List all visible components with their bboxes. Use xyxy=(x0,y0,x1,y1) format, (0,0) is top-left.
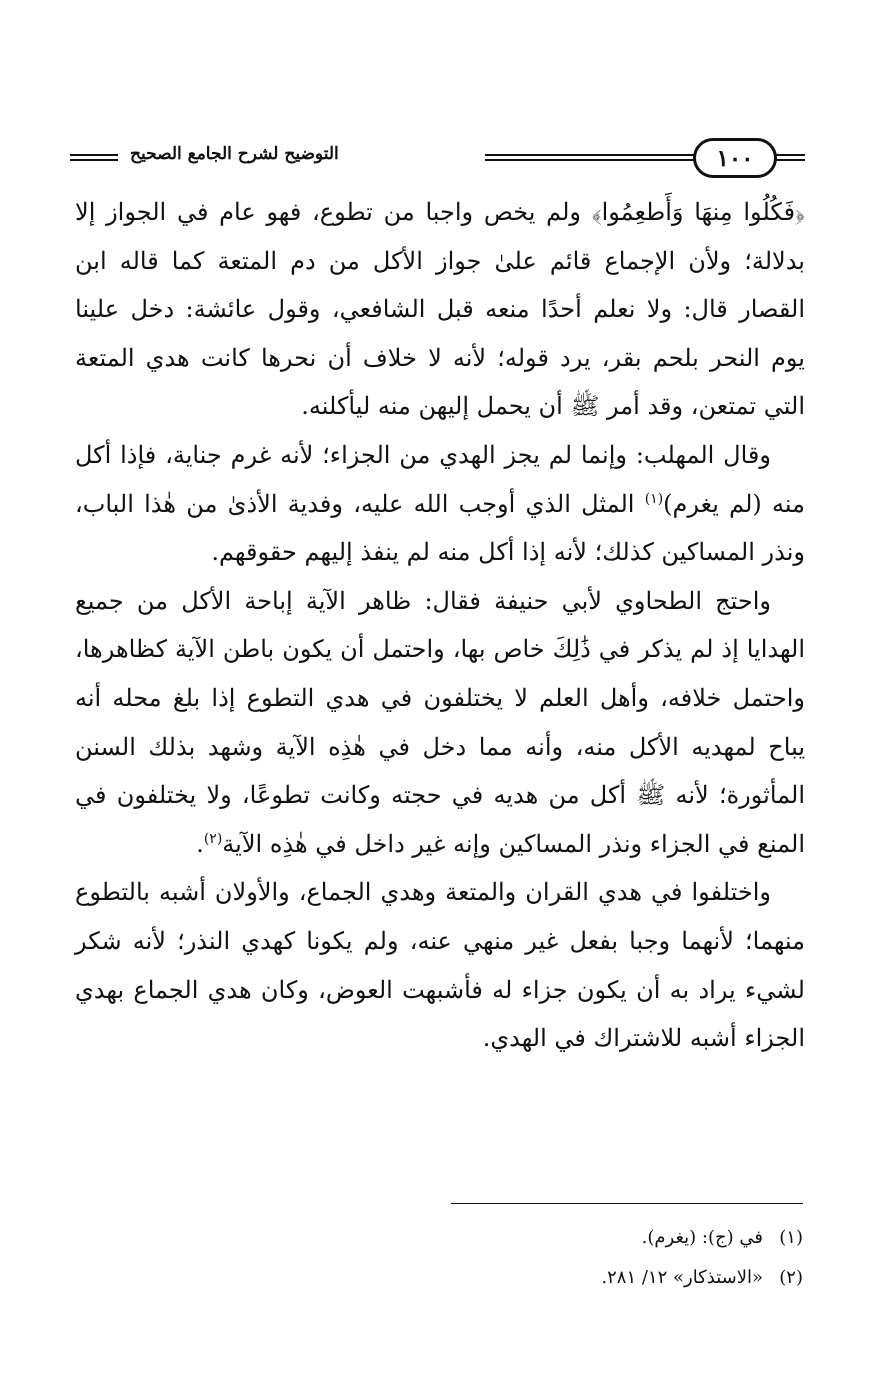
paragraph-3 xyxy=(75,577,805,869)
main-text xyxy=(75,188,805,1063)
footnote-ref-1[interactable]: (١) xyxy=(644,490,664,507)
page-number: ١٠٠ xyxy=(693,138,777,178)
footnote-divider xyxy=(451,1203,803,1204)
paragraph-2-text-b: المثل الذي أوجب الله عليه، وفدية الأذىٰ من هٰذا الباب، ونذر المساكين كذلك؛ لأنه إذا أكل منه لم ينفذ إليهم حقوقهم. xyxy=(75,489,805,567)
footnote-1 xyxy=(73,1218,803,1258)
paragraph-1: ﴿فَكُلُوا مِنهَا وَأَطعِمُوا﴾ ولم يخص واجبا من تطوع، فهو عام في الجواز إلا بدلالة؛ ولأن الإجماع قائم علىٰ جواز الأكل من دم المتعة كما قاله ابن القصار قال: ولا نعلم أحدًا منعه قبل الشافعي، وقول عائشة: دخل علينا يوم النحر بلحم بقر، يرد قوله؛ لأنه لا خلاف أن نحرها كانت هدي المتعة التي تمتعن، وقد أمر ﷺ أن يحمل إليهن منه ليأكلنه. xyxy=(75,198,805,421)
paragraph-4: واختلفوا في هدي القران والمتعة وهدي الجماع، والأولان أشبه بالتطوع منهما؛ لأنهما وجبا بفعل غير منهي عنه، ولم يكونا كهدي النذر؛ لأنه شكر لشيء يراد به أن يكون جزاء له فأشبهت العوض، وكان هدي الجماع بهدي الجزاء أشبه للاشتراك في الهدي. xyxy=(75,878,805,1053)
footnote-ref-2[interactable]: (٢) xyxy=(203,830,223,847)
paragraph-3-text: واحتج الطحاوي لأبي حنيفة فقال: ظاهر الآية إباحة الأكل من جميع الهدايا إذ لم يذكر في ذَٰلِكَ خاص بها، واحتمل أن يكون باطن الآية كظاهرها، واحتمل خلافه، وأهل العلم لا يختلفون في هدي التطوع إذا بلغ محله أنه يباح لمهديه الأكل منه، وأنه مما دخل في هٰذِه الآية وشهد بذلك السنن المأثورة؛ لأنه ﷺ أكل من هديه في حجته وكانت تطوعًا، ولا يختلفون في المنع في الجزاء ونذر المساكين وإنه غير داخل في هٰذِه الآية xyxy=(75,586,806,858)
footnote-1-text: في (ج): (يغرم). xyxy=(641,1227,763,1248)
paragraph-2-text-a: وقال المهلب: وإنما لم يجز الهدي من الجزاء؛ لأنه غرم جناية، فإذا أكل منه (لم يغرم) xyxy=(75,440,805,518)
footnote-2-text: «الاستذكار» ١٢/ ٢٨١. xyxy=(601,1267,763,1288)
header-rule-middle xyxy=(485,154,695,161)
paragraph-3-end: . xyxy=(196,829,204,858)
paragraph-2 xyxy=(75,431,805,577)
footnote-2 xyxy=(73,1258,803,1298)
footnotes xyxy=(73,1218,803,1298)
running-title: التوضيح لشرح الجامع الصحيح xyxy=(130,144,339,164)
page-header xyxy=(70,138,805,182)
footnote-2-number: (٢) xyxy=(779,1267,803,1288)
footnote-1-number: (١) xyxy=(779,1227,803,1248)
header-rule-left xyxy=(70,154,118,161)
